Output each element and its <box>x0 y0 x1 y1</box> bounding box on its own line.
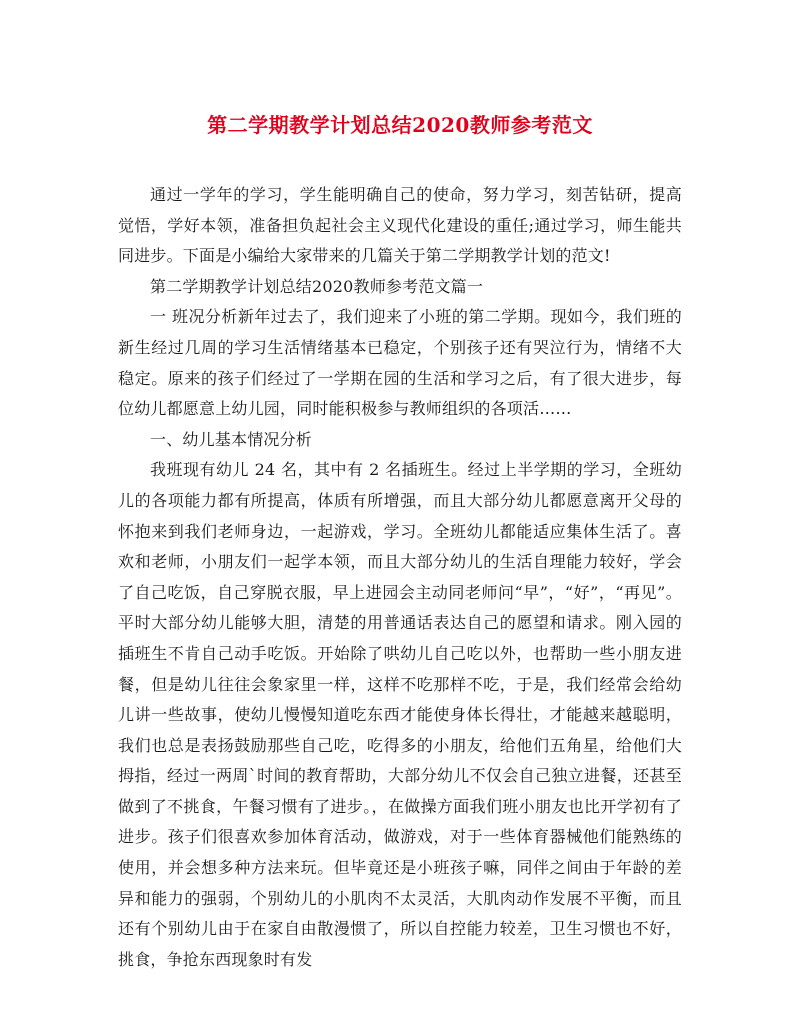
intro-paragraph: 通过一学年的学习，学生能明确自己的使命，努力学习，刻苦钻研，提高觉悟，学好本领，准备担负起社会主义现代化建设的重任;通过学习，师生能共同进步。下面是小编给大家带来的几篇关于第二学期教学计划的范文! <box>118 185 682 266</box>
section-heading-children-analysis: 一、幼儿基本情况分析 <box>150 429 313 449</box>
class-overview-paragraph: 一 班况分析新年过去了，我们迎来了小班的第二学期。现如今，我们班的新生经过几周的学习生活情绪基本已稳定，个别孩子还有哭泣行为，情绪不大稳定。原来的孩子们经过了一学期在园的生活和学习之后，有了很大进步，每位幼儿都愿意上幼儿园，同时能积极参与教师组织的各项活…… <box>118 307 682 419</box>
document-body <box>118 180 682 975</box>
children-analysis-paragraph: 我班现有幼儿 24 名，其中有 2 名插班生。经过上半学期的学习，全班幼儿的各项能力都有所提高，体质有所增强，而且大部分幼儿都愿意离开父母的怀抱来到我们老师身边，一起游戏，学习。全班幼儿都能适应集体生活了。喜欢和老师，小朋友们一起学本领，而且大部分幼儿的生活自理能力较好，学会了自己吃饭，自己穿脱衣服，早上进园会主动同老师问“早”，“好”，“再见”。平时大部分幼儿能够大胆，清楚的用普通话表达自己的愿望和请求。刚入园的插班生不肯自己动手吃饭。开始除了哄幼儿自己吃以外，也帮助一些小朋友进餐，但是幼儿往往会象家里一样，这样不吃那样不吃，于是，我们经常会给幼儿讲一些故事，使幼儿慢慢知道吃东西才能使身体长得壮，才能越来越聪明，我们也总是表扬鼓励那些自己吃，吃得多的小朋友，给他们五角星，给他们大拇指，经过一两周`时间的教育帮助，大部分幼儿不仅会自己独立进餐，还甚至做到了不挑食，午餐习惯有了进步。，在做操方面我们班小朋友也比开学初有了进步。孩子们很喜欢参加体育活动，做游戏，对于一些体育器械他们能熟练的使用，并会想多种方法来玩。但毕竟还是小班孩子嘛，同伴之间由于年龄的差异和能力的强弱，个别幼儿的小肌肉不太灵活，大肌肉动作发展不平衡，而且还有个别幼儿由于在家自由散漫惯了，所以自控能力较差，卫生习惯也不好，挑食，争抢东西现象时有发 <box>118 460 682 969</box>
section-heading-part-one: 第二学期教学计划总结2020教师参考范文篇一 <box>150 276 484 296</box>
document-title: 第二学期教学计划总结2020教师参考范文 <box>207 113 593 137</box>
